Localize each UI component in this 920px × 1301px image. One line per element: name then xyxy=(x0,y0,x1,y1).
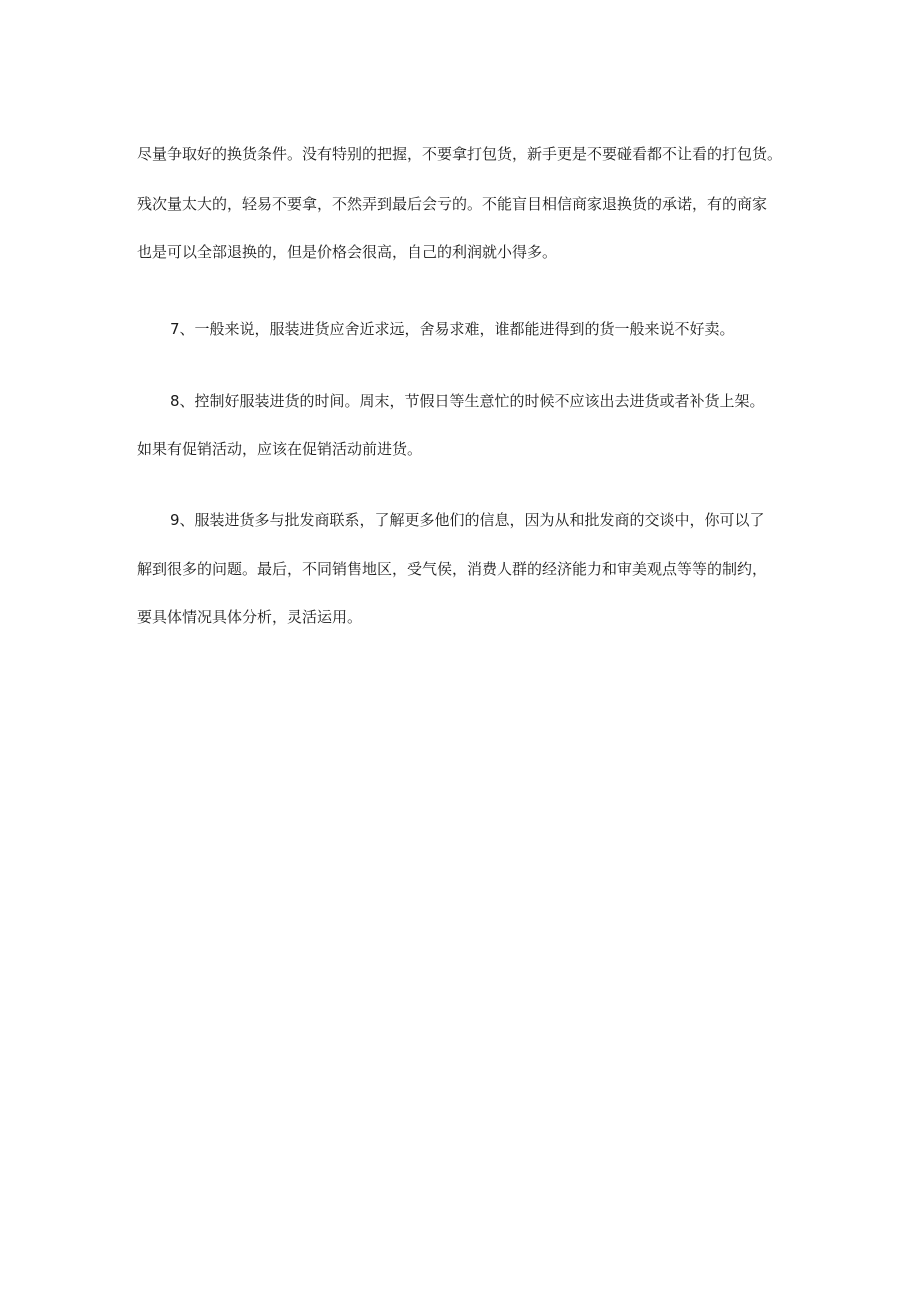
paragraph-line: 要具体情况具体分析，灵活运用。 xyxy=(137,608,363,626)
item-9-line: 9、服装进货多与批发商联系，了解更多他们的信息，因为从和批发商的交谈中，你可以了 xyxy=(170,511,765,529)
item-7-line: 7、一般来说，服装进货应舍近求远，舍易求难，谁都能进得到的货一般来说不好卖。 xyxy=(170,320,735,338)
item-8-line: 8、控制好服装进货的时间。周末，节假日等生意忙的时候不应该出去进货或者补货上架。 xyxy=(170,392,765,410)
paragraph-line: 也是可以全部退换的，但是价格会很高，自己的利润就小得多。 xyxy=(137,243,558,261)
paragraph-line: 尽量争取好的换货条件。没有特别的把握，不要拿打包货，新手更是不要碰看都不让看的打包货。 xyxy=(137,145,783,163)
paragraph-line: 解到很多的问题。最后，不同销售地区，受气侯，消费人群的经济能力和审美观点等等的制约， xyxy=(137,560,768,578)
paragraph-line: 如果有促销活动，应该在促销活动前进货。 xyxy=(137,440,423,458)
paragraph-line: 残次量太大的，轻易不要拿，不然弄到最后会亏的。不能盲目相信商家退换货的承诺，有的商家 xyxy=(137,195,768,213)
